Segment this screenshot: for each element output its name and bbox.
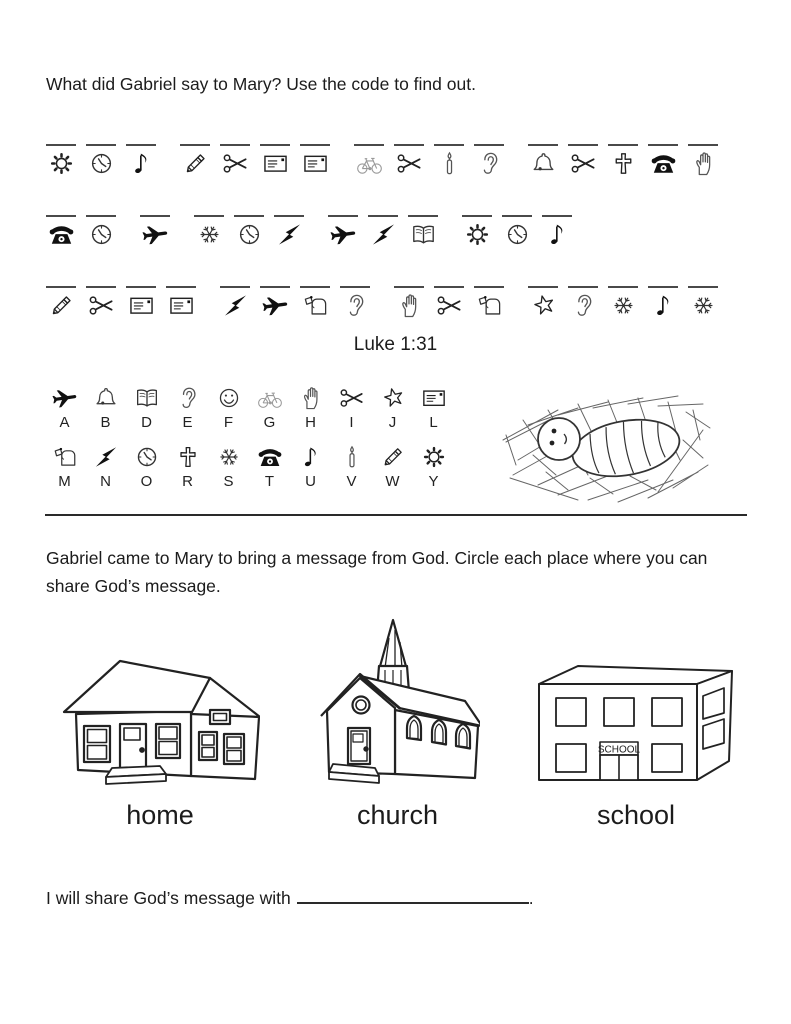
code-word — [46, 286, 196, 319]
code-row — [46, 144, 742, 177]
code-cell — [220, 144, 250, 177]
code-cell — [394, 144, 424, 177]
code-cell — [394, 286, 424, 319]
answer-blank[interactable] — [260, 286, 290, 288]
code-cell — [608, 286, 638, 319]
key-letter: Y — [428, 473, 439, 490]
worksheet-title: What did Gabriel say to Mary? Use the code to find out. — [46, 74, 476, 94]
key-cell — [44, 444, 85, 490]
key-letter: E — [182, 414, 193, 431]
code-word — [194, 215, 304, 248]
answer-blank[interactable] — [46, 215, 76, 217]
hand-icon — [298, 385, 324, 411]
star-icon — [380, 385, 406, 411]
code-cell — [462, 215, 492, 248]
answer-blank[interactable] — [220, 286, 250, 288]
snowflake-icon — [610, 292, 637, 319]
clock-icon — [134, 444, 160, 470]
code-row — [46, 215, 742, 248]
code-cell — [688, 286, 718, 319]
telephone-icon — [257, 444, 283, 470]
scripture-reference: Luke 1:31 — [353, 334, 438, 355]
key-letter: A — [59, 414, 70, 431]
key-letter: B — [100, 414, 111, 431]
sun-icon — [421, 444, 447, 470]
envelope-icon — [128, 292, 155, 319]
answer-blank[interactable] — [528, 144, 558, 146]
candle-icon — [436, 150, 463, 177]
code-cell — [688, 144, 718, 177]
key-cell — [44, 385, 85, 431]
key-cell — [126, 444, 167, 490]
key-cell — [126, 385, 167, 431]
code-cell — [220, 286, 250, 319]
code-cell — [300, 286, 330, 319]
code-cell — [126, 286, 156, 319]
code-word — [180, 144, 330, 177]
airplane-icon — [142, 221, 169, 248]
answer-blank[interactable] — [608, 286, 638, 288]
code-word — [328, 215, 438, 248]
fill-in-blank[interactable] — [297, 886, 529, 904]
answer-blank[interactable] — [274, 215, 304, 217]
answer-blank[interactable] — [688, 144, 718, 146]
key-letter: N — [100, 473, 111, 490]
hand-icon — [396, 292, 423, 319]
code-row — [46, 286, 742, 319]
answer-blank[interactable] — [394, 144, 424, 146]
key-cell — [85, 385, 126, 431]
code-cell — [434, 144, 464, 177]
lightning-icon — [93, 444, 119, 470]
answer-blank[interactable] — [126, 286, 156, 288]
key-cell — [208, 444, 249, 490]
answer-blank[interactable] — [340, 286, 370, 288]
key-cell — [167, 385, 208, 431]
answer-blank[interactable] — [234, 215, 264, 217]
envelope-icon — [168, 292, 195, 319]
answer-blank[interactable] — [354, 144, 384, 146]
key-letter: M — [58, 473, 71, 490]
music-note-icon — [298, 444, 324, 470]
answer-blank[interactable] — [434, 286, 464, 288]
key-cell — [290, 444, 331, 490]
sun-icon — [464, 221, 491, 248]
hand-icon — [690, 150, 717, 177]
bell-icon — [93, 385, 119, 411]
lightning-icon — [276, 221, 303, 248]
answer-blank[interactable] — [542, 215, 572, 217]
clock-icon — [88, 221, 115, 248]
fill-in-sentence — [46, 886, 534, 909]
code-cell — [328, 215, 358, 248]
church-label: church — [356, 800, 439, 830]
telephone-icon — [650, 150, 677, 177]
key-cell — [413, 444, 454, 490]
answer-blank[interactable] — [166, 286, 196, 288]
answer-blank[interactable] — [220, 144, 250, 146]
key-cell — [372, 385, 413, 431]
instructions-text: Gabriel came to Mary to bring a message from God. Circle each place where you can share God’s message. — [46, 548, 708, 596]
code-cell — [274, 215, 304, 248]
code-cell — [140, 215, 170, 248]
code-cell — [474, 286, 504, 319]
scissors-icon — [222, 150, 249, 177]
answer-blank[interactable] — [434, 144, 464, 146]
key-letter: D — [141, 414, 152, 431]
answer-blank[interactable] — [688, 286, 718, 288]
snowflake-icon — [216, 444, 242, 470]
answer-blank[interactable] — [126, 144, 156, 146]
answer-blank[interactable] — [568, 286, 598, 288]
sun-icon — [48, 150, 75, 177]
scissors-icon — [436, 292, 463, 319]
bicycle-icon — [257, 385, 283, 411]
code-cell — [408, 215, 438, 248]
envelope-icon — [262, 150, 289, 177]
baby-in-manger-illustration — [498, 380, 713, 508]
code-cell — [434, 286, 464, 319]
answer-blank[interactable] — [300, 286, 330, 288]
bell-icon — [530, 150, 557, 177]
home-illustration[interactable] — [60, 648, 260, 793]
star-icon — [530, 292, 557, 319]
key-cell — [249, 444, 290, 490]
code-cell — [354, 144, 384, 177]
key-letter: V — [346, 473, 357, 490]
code-word — [394, 286, 504, 319]
code-word — [462, 215, 572, 248]
school-label: school — [596, 800, 676, 830]
home-label: home — [126, 800, 194, 830]
open-book-icon — [134, 385, 160, 411]
answer-blank[interactable] — [394, 286, 424, 288]
code-cell — [474, 144, 504, 177]
code-cell — [568, 286, 598, 319]
code-cell — [300, 144, 330, 177]
snowflake-icon — [196, 221, 223, 248]
music-note-icon — [650, 292, 677, 319]
key-letter: R — [182, 473, 193, 490]
airplane-icon — [262, 292, 289, 319]
code-word — [46, 144, 156, 177]
snowflake-icon — [690, 292, 717, 319]
church-illustration[interactable] — [315, 616, 480, 791]
envelope-icon — [421, 385, 447, 411]
code-cell — [528, 144, 558, 177]
key-letter: O — [140, 473, 153, 490]
answer-blank[interactable] — [568, 144, 598, 146]
lightning-icon — [370, 221, 397, 248]
answer-blank[interactable] — [502, 215, 532, 217]
answer-blank[interactable] — [368, 215, 398, 217]
pencil-icon — [48, 292, 75, 319]
code-word — [354, 144, 504, 177]
key-letter: T — [264, 473, 275, 490]
code-cell — [46, 144, 76, 177]
clock-icon — [88, 150, 115, 177]
bicycle-icon — [356, 150, 383, 177]
key-row — [44, 444, 454, 490]
answer-blank[interactable] — [46, 286, 76, 288]
ear-icon — [476, 150, 503, 177]
airplane-icon — [330, 221, 357, 248]
code-cell — [46, 286, 76, 319]
lightning-icon — [222, 292, 249, 319]
answer-blank[interactable] — [408, 215, 438, 217]
envelope-icon — [302, 150, 329, 177]
key-letter: U — [305, 473, 316, 490]
code-cell — [46, 215, 76, 248]
fill-in-prefix: I will share God’s message with — [46, 888, 291, 908]
answer-blank[interactable] — [474, 286, 504, 288]
answer-blank[interactable] — [86, 286, 116, 288]
code-cell — [648, 144, 678, 177]
scissors-icon — [339, 385, 365, 411]
code-cell — [126, 144, 156, 177]
key-letter: J — [388, 414, 397, 431]
key-letter: H — [305, 414, 316, 431]
code-key — [44, 385, 454, 503]
code-word — [46, 215, 116, 248]
code-cell — [234, 215, 264, 248]
ear-icon — [570, 292, 597, 319]
answer-blank[interactable] — [528, 286, 558, 288]
key-letter: L — [429, 414, 438, 431]
key-letter: W — [385, 473, 400, 490]
code-cell — [260, 144, 290, 177]
key-letter: G — [263, 414, 276, 431]
answer-blank[interactable] — [608, 144, 638, 146]
clock-icon — [504, 221, 531, 248]
scissors-icon — [570, 150, 597, 177]
key-cell — [290, 385, 331, 431]
key-cell — [167, 444, 208, 490]
code-puzzle — [46, 144, 742, 357]
key-row — [44, 385, 454, 431]
key-letter: F — [223, 414, 234, 431]
code-word — [528, 286, 718, 319]
cross-icon — [175, 444, 201, 470]
code-cell — [502, 215, 532, 248]
code-cell — [542, 215, 572, 248]
airplane-icon — [52, 385, 78, 411]
code-cell — [368, 215, 398, 248]
school-sign-text: SCHOOL — [597, 744, 641, 756]
answer-blank[interactable] — [180, 144, 210, 146]
code-cell — [340, 286, 370, 319]
answer-blank[interactable] — [194, 215, 224, 217]
key-cell — [331, 444, 372, 490]
answer-blank[interactable] — [648, 144, 678, 146]
key-cell — [85, 444, 126, 490]
pencil-icon — [182, 150, 209, 177]
answer-blank[interactable] — [46, 144, 76, 146]
code-cell — [86, 286, 116, 319]
ear-icon — [342, 292, 369, 319]
answer-blank[interactable] — [300, 144, 330, 146]
code-cell — [166, 286, 196, 319]
code-word — [528, 144, 718, 177]
pencil-icon — [380, 444, 406, 470]
key-cell — [372, 444, 413, 490]
key-cell — [331, 385, 372, 431]
candle-icon — [339, 444, 365, 470]
clock-icon — [236, 221, 263, 248]
answer-blank[interactable] — [328, 215, 358, 217]
answer-blank[interactable] — [462, 215, 492, 217]
answer-blank[interactable] — [86, 215, 116, 217]
answer-blank[interactable] — [474, 144, 504, 146]
key-letter: S — [223, 473, 234, 490]
answer-blank[interactable] — [260, 144, 290, 146]
code-cell — [608, 144, 638, 177]
mailbox-icon — [302, 292, 329, 319]
key-cell — [249, 385, 290, 431]
code-cell — [86, 215, 116, 248]
key-cell — [413, 385, 454, 431]
section-divider — [45, 514, 747, 516]
mailbox-icon — [476, 292, 503, 319]
smiley-face-icon — [216, 385, 242, 411]
scissors-icon — [396, 150, 423, 177]
mailbox-icon — [52, 444, 78, 470]
code-cell — [528, 286, 558, 319]
school-illustration[interactable] — [536, 658, 736, 790]
music-note-icon — [544, 221, 571, 248]
code-cell — [180, 144, 210, 177]
key-cell — [208, 385, 249, 431]
fill-in-suffix: . — [528, 888, 534, 908]
code-cell — [86, 144, 116, 177]
code-cell — [260, 286, 290, 319]
code-cell — [568, 144, 598, 177]
code-cell — [194, 215, 224, 248]
code-word — [140, 215, 170, 248]
ear-icon — [175, 385, 201, 411]
telephone-icon — [48, 221, 75, 248]
code-word — [220, 286, 370, 319]
answer-blank[interactable] — [648, 286, 678, 288]
key-letter: I — [349, 414, 354, 431]
code-cell — [648, 286, 678, 319]
answer-blank[interactable] — [140, 215, 170, 217]
scissors-icon — [88, 292, 115, 319]
open-book-icon — [410, 221, 437, 248]
music-note-icon — [128, 150, 155, 177]
cross-icon — [610, 150, 637, 177]
answer-blank[interactable] — [86, 144, 116, 146]
